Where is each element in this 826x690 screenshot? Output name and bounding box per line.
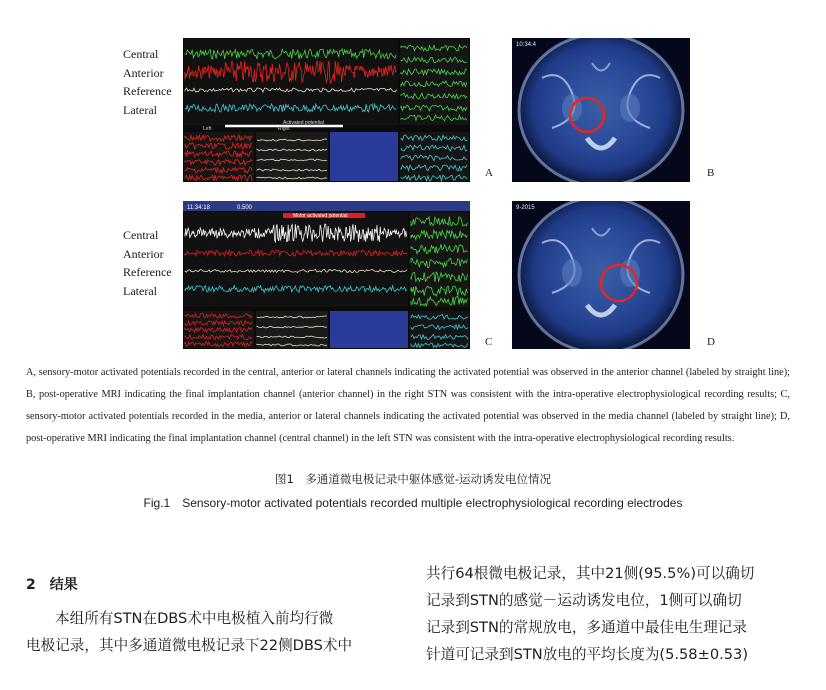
- channel-labels-bottom: [123, 226, 172, 301]
- figure-title-cn: 图1 多通道微电极记录中躯体感觉-运动诱发电位情况: [275, 472, 551, 486]
- subpanel-label-left: Left: [203, 126, 212, 132]
- body-line: 电极记录，其中多通道微电极记录下22侧DBS术中: [26, 637, 353, 654]
- panel-label-c: C: [485, 336, 493, 348]
- channel-label-reference: Reference: [123, 84, 172, 99]
- body-line: 记录到STN的常规放电，多通道中最佳电生理记录: [426, 619, 747, 636]
- body-line: 本组所有STN在DBS术中电极植入前均行微: [55, 610, 334, 627]
- figure-title-en: Fig.1 Sensory-motor activated potentials recorded multiple electrophysiological recording electrodes: [143, 496, 683, 510]
- panel-label-b: B: [707, 167, 715, 179]
- panel-d-mri: [512, 201, 690, 349]
- body-line: 针道可记录到STN放电的平均长度为(5.58±0.53): [426, 646, 749, 663]
- panel-a-traces: [183, 38, 470, 182]
- panel-label-a: A: [485, 167, 493, 179]
- section-heading: 2 结果: [26, 577, 78, 593]
- channel-label-anterior: Anterior: [123, 65, 164, 80]
- marker-label: Motor activated potential: [293, 213, 348, 219]
- figure-caption: A, sensory-motor activated potentials recorded in the central, anterior or lateral channels indicating the activated potential was observed in the anterior channel (labeled by straight line); B, post-operative MRI indicating the final implantation channel (anterior channel) in the right STN was consistent with the intra-operative electrophysiological recording results; C, sensory-motor activated potentials recorded in the media, anterior or lateral channels indicating the activated potential was observed in the media channel (labeled by straight line); D, post-operative MRI indicating the final implantation channel (central channel) in the left STN was consistent with the intra-operative electrophysiological recording results.: [26, 367, 790, 444]
- channel-label-central: Central: [123, 47, 159, 61]
- body-line: 共行64根微电极记录，其中21侧(95.5%)可以确切: [426, 565, 755, 582]
- panel-a-recording: [183, 38, 470, 182]
- mri-overlay-text: 9-2015: [516, 205, 535, 211]
- panel-c-recording: [183, 201, 470, 349]
- channel-label-lateral: Lateral: [123, 284, 157, 299]
- channel-label-central: Central: [123, 228, 159, 242]
- body-column-right: [426, 560, 796, 668]
- body-line: 记录到STN的感觉－运动诱发电位，1侧可以确切: [426, 592, 742, 609]
- channel-label-reference: Reference: [123, 265, 172, 280]
- panel-d-mri-image: [512, 201, 690, 349]
- panel-b-mri: [512, 38, 690, 182]
- panel-b-mri-image: [512, 38, 690, 182]
- channel-label-lateral: Lateral: [123, 103, 157, 118]
- channel-labels-top: [123, 45, 172, 120]
- scale-readout: 0.500: [237, 205, 253, 211]
- marker-label: Activated potential: [283, 120, 324, 126]
- channel-label-anterior: Anterior: [123, 246, 164, 261]
- time-readout: 11:34:18: [187, 205, 210, 211]
- mri-overlay-text: 10:34:4: [516, 42, 537, 48]
- body-column-left: [26, 605, 394, 659]
- subpanel-label-right: Right: [278, 126, 290, 132]
- panel-c-traces: [183, 201, 470, 349]
- panel-label-d: D: [707, 336, 715, 348]
